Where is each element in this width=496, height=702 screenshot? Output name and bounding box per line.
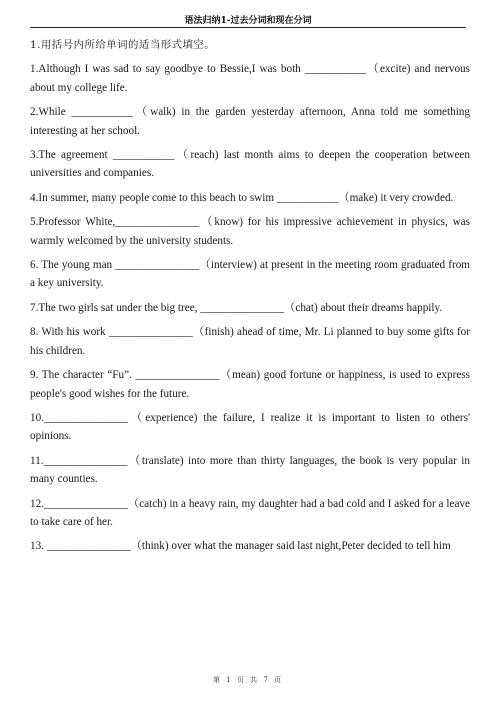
exercise-content [30,36,470,556]
page-footer-number: 第 1 页 共 7 页 [212,676,284,684]
exercise-item-11: 11._______________（translate) into more than thirty languages, the book is very popular in many counties. [30,454,470,486]
exercise-item-10: 10._______________（experience) the failure, I realize it is important to listen to others' opinions. [30,411,470,443]
page-header-title: 语法归纳1-过去分词和现在分词 [184,16,312,26]
exercise-item-2: 2.While ___________（walk) in the garden yesterday afternoon, Anna told me something interesting at her school. [30,106,470,137]
exercise-item-8: 8. With his work _______________（finish) ahead of time, Mr. Li planned to buy some gifts for his children. [30,326,470,357]
exercise-instruction: 1.用括号内所给单词的适当形式填空。 [30,39,216,51]
header-divider [30,27,466,28]
exercise-item-3: 3.The agreement ___________（reach) last month aims to deepen the cooperation between universities and companies. [30,149,470,180]
exercise-item-12: 12._______________（catch) in a heavy rain, my daughter had a bad cold and I asked for a leave to take care of her. [30,497,470,528]
exercise-item-9: 9. The character “Fu”. _______________（mean) good fortune or happiness, is used to express people's good wishes for the future. [30,369,470,400]
exercise-item-1: 1.Although I was sad to say goodbye to Bessie,I was both ___________（excite) and nervous about my college life. [30,63,470,94]
exercise-item-6: 6. The young man _______________（interview) at present in the meeting room graduated from a key university. [30,259,470,290]
exercise-item-5: 5.Professor White,_______________（know) for his impressive achievement in physics, was warmly welcomed by the university students. [30,216,470,247]
exercise-item-7: 7.The two girls sat under the big tree, _______________（chat) about their dreams happily. [30,301,443,314]
exercise-item-13: 13. _______________（think) over what the manager said last night,Peter decided to tell him [30,540,451,553]
exercise-item-4: 4.In summer, many people come to this beach to swim ___________（make) it very crowded. [30,191,454,204]
